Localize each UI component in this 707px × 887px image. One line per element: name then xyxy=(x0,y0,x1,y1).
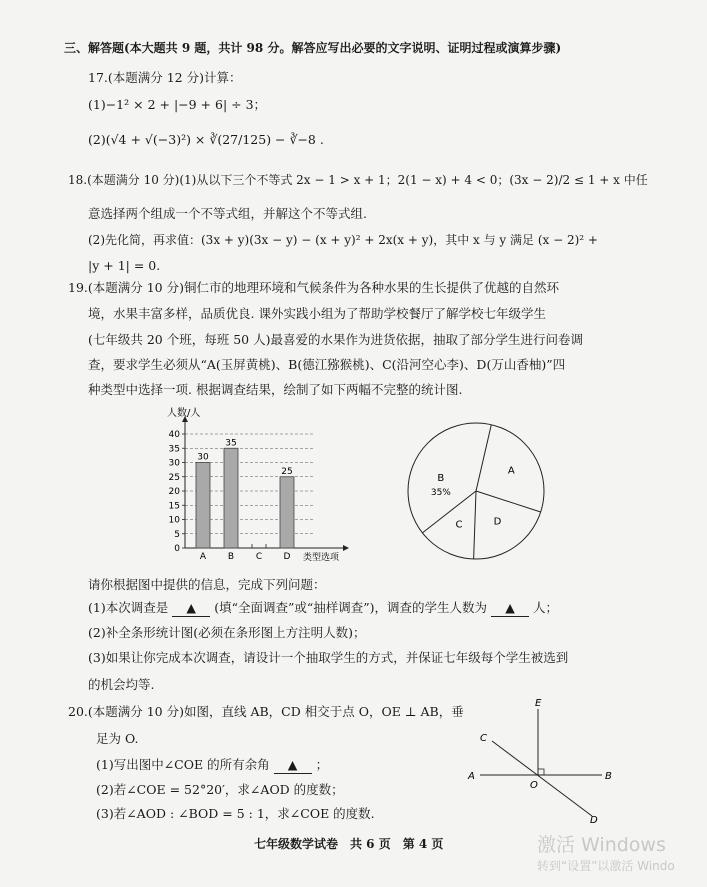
q19-a1-mid: (填“全面调查”或“抽样调查”)，调查的学生人数为 xyxy=(214,600,488,615)
bar-chart xyxy=(150,400,370,570)
q19-line2: 境，水果丰富多样，品质优良. 课外实践小组为了帮助学校餐厅了解学校七年级学生 xyxy=(88,306,546,321)
windows-watermark-title: 激活 Windows xyxy=(537,834,666,856)
bar-value-label: 30 xyxy=(197,452,209,463)
q20-answer1 xyxy=(96,757,328,774)
y-tick-label: 25 xyxy=(168,472,180,483)
label-c: C xyxy=(480,733,487,744)
angle-diagram xyxy=(462,695,622,825)
y-tick-label: 30 xyxy=(168,458,180,469)
bar-value-label: 25 xyxy=(281,466,293,477)
bar-B xyxy=(224,448,238,548)
q19-a1-pre: (1)本次调查是 xyxy=(88,600,169,615)
y-tick-label: 20 xyxy=(168,487,180,497)
q19-line5: 种类型中选择一项. 根据调查结果，绘制了如下两幅不完整的统计图. xyxy=(88,382,463,397)
q20-answer3: (3)若∠AOD : ∠BOD = 5 : 1，求∠COE 的度数. xyxy=(96,806,375,821)
pie-slice-boundary xyxy=(474,491,476,559)
line-cd xyxy=(492,741,592,816)
q19-prompt: 请你根据图中提供的信息，完成下列问题： xyxy=(88,577,326,592)
q18-line2: 意选择两个组成一个不等式组，并解这个不等式组. xyxy=(88,206,367,221)
q18-line4: |y + 1| = 0. xyxy=(88,258,161,273)
label-b: B xyxy=(605,771,612,782)
pie-slice-boundary xyxy=(476,491,541,512)
q17-stem: 17.(本题满分 12 分)计算： xyxy=(88,70,242,85)
page-footer: 七年级数学试卷 共 6 页 第 4 页 xyxy=(254,837,444,851)
q19-blank-student-count[interactable]: ▲ xyxy=(491,600,529,617)
windows-watermark-subtitle: 转到“设置”以激活 Windo xyxy=(537,859,675,873)
x-tick-label: C xyxy=(255,552,263,562)
label-o: O xyxy=(530,780,538,791)
pie-percent-B: 35% xyxy=(430,488,451,499)
q17-part2: (2)(√4 + √(−3)²) × ∛(27/125) − ∛−8 . xyxy=(88,132,324,147)
x-tick-label: D xyxy=(283,552,291,562)
bar-D xyxy=(280,477,294,548)
pie-chart xyxy=(400,415,570,565)
pie-label-B: B xyxy=(437,473,445,485)
q20-a1-pre: (1)写出图中∠COE 的所有余角 xyxy=(96,757,270,772)
q19-line4: 查，要求学生必须从“A(玉屏黄桃)、B(德江猕猴桃)、C(沿河空心李)、D(万山香柚)”四 xyxy=(88,357,566,372)
bar-A xyxy=(196,463,210,549)
q19-line3: (七年级共 20 个班，每班 50 人)最喜爱的水果作为进货依据，抽取了部分学生进行问卷调 xyxy=(88,332,583,347)
x-axis-label: 类型选项 xyxy=(303,553,340,563)
y-tick-label: 35 xyxy=(168,444,180,455)
bar-value-label: 35 xyxy=(225,438,237,449)
y-tick-label: 0 xyxy=(174,544,180,554)
y-tick-label: 10 xyxy=(168,515,180,526)
y-tick-label: 15 xyxy=(168,501,180,512)
label-e: E xyxy=(535,698,542,709)
y-tick-label: 5 xyxy=(174,529,180,540)
right-angle-mark xyxy=(538,769,544,775)
pie-slice-boundary xyxy=(476,425,491,491)
y-axis-label: 人数/人 xyxy=(167,408,201,419)
pie-label-C: C xyxy=(455,519,463,531)
q19-answer2: (2)补全条形统计图(必须在条形图上方注明人数)； xyxy=(88,625,366,640)
x-tick-label: B xyxy=(227,552,235,562)
x-axis-arrow xyxy=(343,545,349,551)
q19-answer3b: 的机会均等. xyxy=(88,677,155,692)
section-heading: 三、解答题(本大题共 9 题，共计 98 分。解答应写出必要的文字说明、证明过程或演算步骤) xyxy=(64,41,562,55)
q19-answer3a: (3)如果让你完成本次调查，请设计一个抽取学生的方式，并保证七年级每个学生被选到 xyxy=(88,650,569,665)
x-tick-label: A xyxy=(199,552,207,562)
q19-line1: 19.(本题满分 10 分)铜仁市的地理环境和气候条件为各种水果的生长提供了优越的自然环 xyxy=(68,280,559,295)
q18-line3: (2)先化简，再求值：(3x + y)(3x − y) − (x + y)² + 2x(x + y)，其中 x 与 y 满足 (x − 2)² + xyxy=(88,233,598,247)
label-a: A xyxy=(468,771,475,782)
label-d: D xyxy=(590,815,598,825)
q18-stem: 18.(本题满分 10 分)(1)从以下三个不等式 2x − 1 > x + 1；2(1 − x) + 4 < 0；(3x − 2)/2 ≤ 1 + x 中任 xyxy=(68,173,648,187)
pie-label-D: D xyxy=(493,516,502,528)
q20-answer2: (2)若∠COE = 52°20′，求∠AOD 的度数； xyxy=(96,782,344,797)
q19-answer1 xyxy=(88,600,558,617)
q19-a1-post: 人； xyxy=(532,600,558,615)
pie-label-A: A xyxy=(507,465,515,477)
q20-line2: 足为 O. xyxy=(96,731,139,746)
q20-line1: 20.(本题满分 10 分)如图，直线 AB，CD 相交于点 O，OE ⊥ AB，垂 xyxy=(68,704,464,719)
q17-part1: (1)−1² × 2 + |−9 + 6| ÷ 3； xyxy=(88,97,267,112)
q19-blank-survey-type[interactable]: ▲ xyxy=(172,600,210,617)
q20-a1-post: ； xyxy=(315,757,329,772)
q20-blank-complements[interactable]: ▲ xyxy=(274,757,312,774)
y-tick-label: 40 xyxy=(168,430,180,440)
